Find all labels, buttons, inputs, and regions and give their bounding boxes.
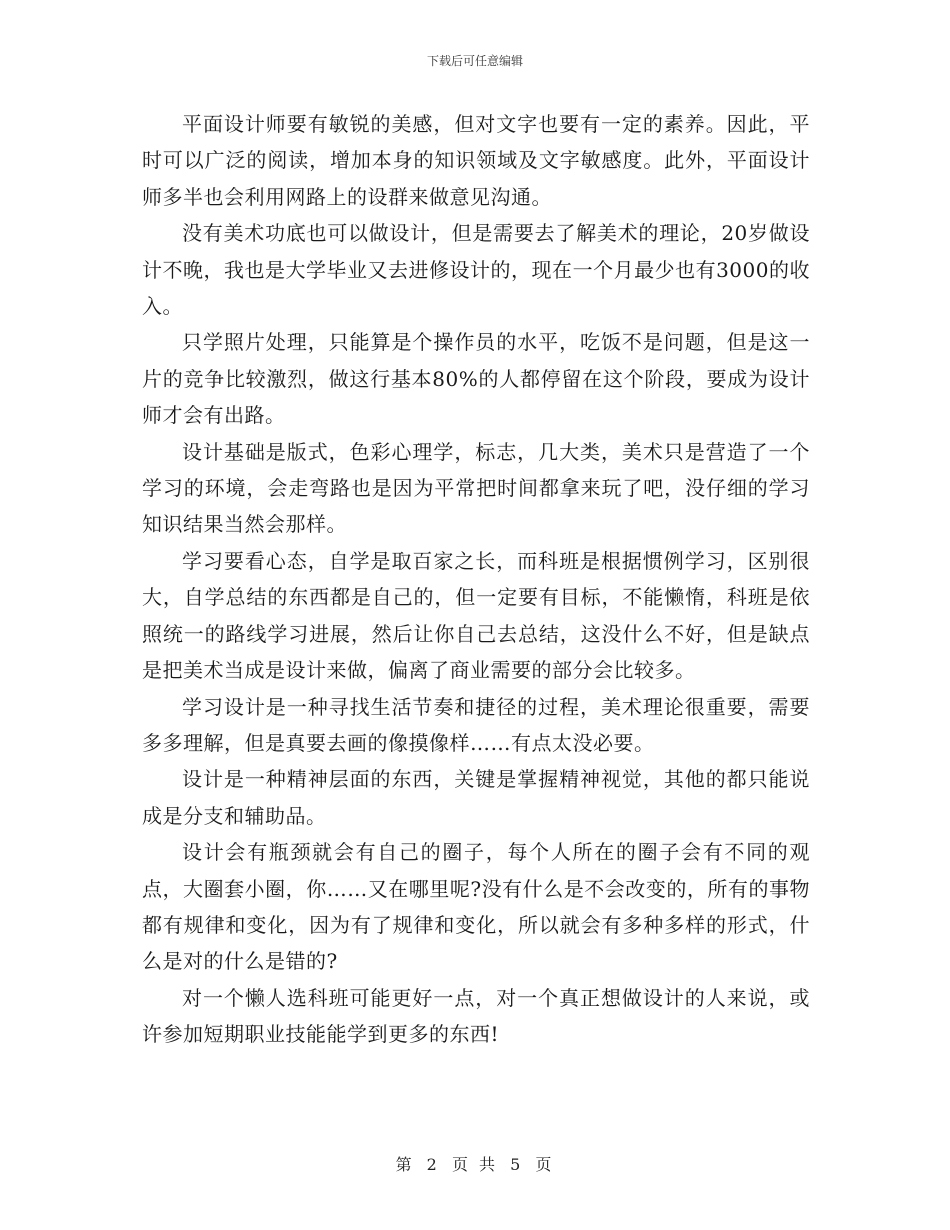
- paragraph: 设计是一种精神层面的东西，关键是掌握精神视觉，其他的都只能说成是分支和辅助品。: [142, 767, 810, 828]
- page-header: 下载后可任意编辑: [426, 54, 523, 68]
- page-total: 5: [510, 1155, 524, 1174]
- paragraph: 没有美术功底也可以做设计，但是需要去了解美术的理论，20岁做设计不晚，我也是大学毕业又去进修设计的，现在一个月最少也有3000的收入。: [142, 221, 810, 319]
- page-footer: [0, 1155, 950, 1175]
- paragraph: 只学照片处理，只能算是个操作员的水平，吃饭不是问题，但是这一片的竞争比较激烈，做这行基本80%的人都停留在这个阶段，要成为设计师才会有出路。: [142, 330, 810, 428]
- page-prefix: 第: [395, 1155, 415, 1174]
- page-number: 2: [426, 1155, 440, 1174]
- page-mid: 页 共: [451, 1155, 499, 1174]
- document-body: [142, 106, 810, 1053]
- paragraph: 对一个懒人选科班可能更好一点，对一个真正想做设计的人来说，或许参加短期职业技能能学到更多的东西!: [142, 985, 810, 1047]
- paragraph: 设计基础是版式，色彩心理学，标志，几大类，美术只是营造了一个学习的环境，会走弯路也是因为平常把时间都拿来玩了吧，没仔细的学习知识结果当然会那样。: [142, 439, 810, 537]
- paragraph: 学习设计是一种寻找生活节奏和捷径的过程，美术理论很重要，需要多多理解，但是真要去画的像摸像样……有点太没必要。: [142, 694, 810, 755]
- paragraph: 设计会有瓶颈就会有自己的圈子，每个人所在的圈子会有不同的观点，大圈套小圈，你……又在哪里呢?没有什么是不会改变的，所有的事物都有规律和变化，因为有了规律和变化，所以就会有多种多样的形式，什么是对的什么是错的?: [142, 840, 810, 974]
- paragraph: 平面设计师要有敏锐的美感，但对文字也要有一定的素养。因此，平时可以广泛的阅读，增加本身的知识领域及文字敏感度。此外，平面设计师多半也会利用网路上的设群来做意见沟通。: [142, 112, 810, 209]
- paragraph: 学习要看心态，自学是取百家之长，而科班是根据惯例学习，区别很大，自学总结的东西都是自己的，但一定要有目标，不能懒惰，科班是依照统一的路线学习进展，然后让你自己去总结，这没什么不好，但是缺点是把美术当成是设计来做，偏离了商业需要的部分会比较多。: [142, 548, 810, 683]
- page-suffix: 页: [535, 1155, 555, 1174]
